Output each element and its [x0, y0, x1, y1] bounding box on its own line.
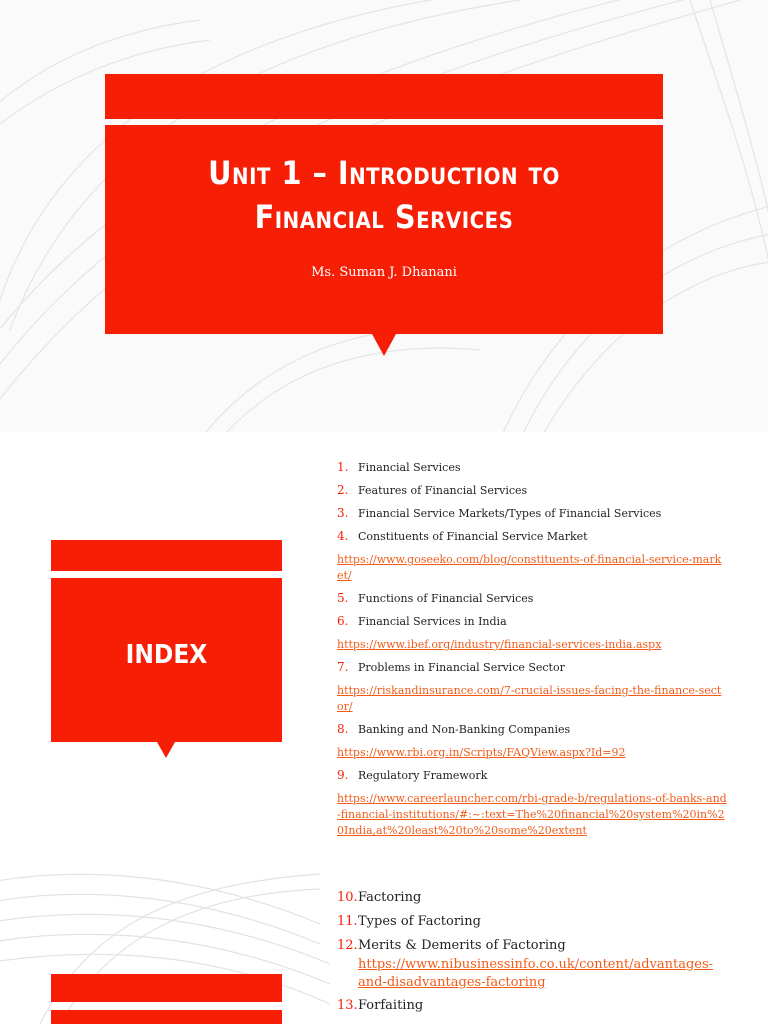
list-item	[337, 614, 727, 628]
factoring-accent-strip	[51, 974, 282, 1002]
item-text: Regulatory Framework	[358, 769, 488, 782]
item-number: 8.	[337, 722, 349, 736]
reference-link[interactable]: https://www.goseeko.com/blog/constituents-of-financial-service-market/	[337, 553, 722, 582]
reference-link[interactable]: https://www.careerlauncher.com/rbi-grade-b/regulations-of-banks-and-financial-institutions/#:~:text=The%20financial%20system%20in%20India,at%20least%20to%20some%20extent	[337, 792, 727, 837]
index-list	[337, 460, 727, 846]
title-line-1: Unit 1 – Introduction to	[208, 154, 560, 192]
list-item	[337, 660, 727, 674]
item-number: 11.	[337, 914, 358, 929]
reference-link[interactable]: https://www.ibef.org/industry/financial-services-india.aspx	[337, 638, 662, 651]
item-text: Financial Services in India	[358, 615, 507, 628]
item-text: Merits & Demerits of Factoring	[358, 938, 566, 953]
item-number: 13.	[337, 998, 358, 1013]
list-item	[337, 591, 727, 605]
item-number: 9.	[337, 768, 349, 782]
item-text: Functions of Financial Services	[358, 592, 534, 605]
item-number: 6.	[337, 614, 349, 628]
index-banner-pointer	[157, 742, 175, 758]
list-item	[337, 998, 727, 1013]
list-item	[337, 529, 727, 543]
item-text: Types of Factoring	[358, 914, 481, 929]
factoring-list	[337, 890, 727, 1022]
title-banner-pointer	[372, 334, 396, 356]
list-item	[337, 722, 727, 736]
factoring-banner	[51, 1010, 282, 1024]
list-item	[337, 460, 727, 474]
item-text: Banking and Non-Banking Companies	[358, 723, 571, 736]
item-number: 4.	[337, 529, 349, 543]
list-item	[337, 506, 727, 520]
item-number: 5.	[337, 591, 349, 605]
item-text: Problems in Financial Service Sector	[358, 661, 565, 674]
item-text: Features of Financial Services	[358, 484, 528, 497]
item-number: 12.	[337, 938, 358, 953]
list-item	[337, 768, 727, 782]
item-number: 10.	[337, 890, 358, 905]
item-number: 7.	[337, 660, 349, 674]
item-number: 2.	[337, 483, 349, 497]
index-heading: INDEX	[125, 640, 208, 670]
reference-link[interactable]: https://www.nibusinessinfo.co.uk/content/advantages-and-disadvantages-factoring	[358, 957, 714, 990]
title-accent-strip	[105, 74, 663, 119]
index-accent-strip	[51, 540, 282, 571]
slide-title	[105, 151, 663, 239]
item-number: 3.	[337, 506, 349, 520]
factoring-slide	[0, 864, 768, 1024]
author-name: Ms. Suman J. Dhanani	[311, 265, 457, 280]
list-item	[337, 483, 727, 497]
title-banner	[105, 125, 663, 334]
reference-link[interactable]: https://www.rbi.org.in/Scripts/FAQView.aspx?Id=92	[337, 746, 626, 759]
item-number: 1.	[337, 460, 349, 474]
list-item	[337, 914, 727, 929]
list-item	[337, 890, 727, 905]
item-text: Factoring	[358, 890, 422, 905]
list-item	[337, 938, 727, 953]
title-slide	[0, 0, 768, 432]
reference-link[interactable]: https://riskandinsurance.com/7-crucial-issues-facing-the-finance-sector/	[337, 684, 722, 713]
title-line-2: Financial Services	[254, 198, 514, 236]
index-slide	[0, 432, 768, 864]
item-text: Constituents of Financial Service Market	[358, 530, 588, 543]
item-text: Financial Service Markets/Types of Financial Services	[358, 507, 662, 520]
index-banner	[51, 578, 282, 742]
item-text: Forfaiting	[358, 998, 424, 1013]
item-text: Financial Services	[358, 461, 461, 474]
